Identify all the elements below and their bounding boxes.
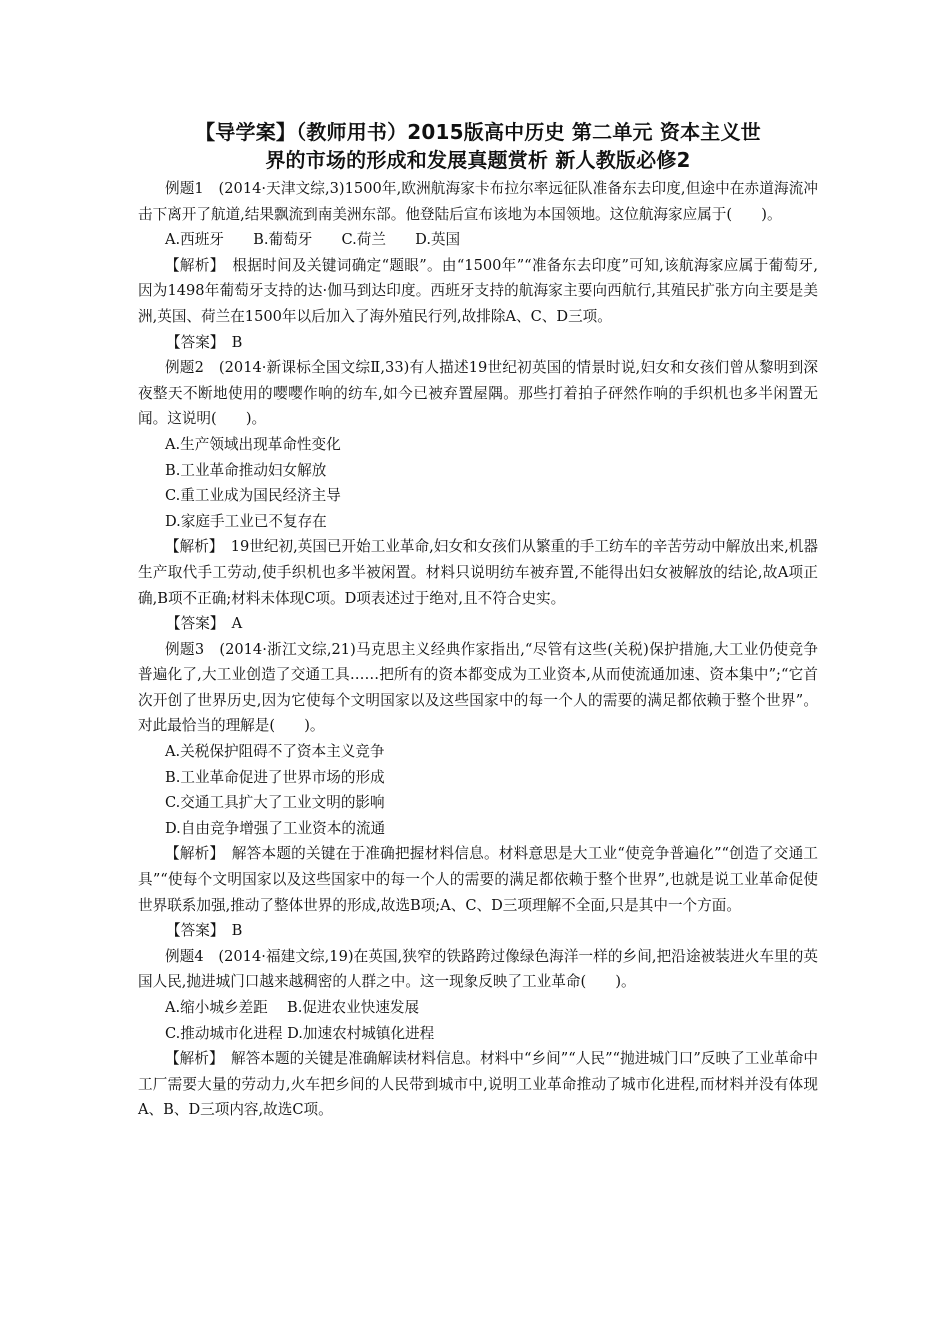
question-option: B.工业革命推动妇女解放 — [165, 461, 327, 479]
question-stem: 例题4 (2014·福建文综,19)在英国,狭窄的铁路跨过像绿色海洋一样的乡间,把沿途被装进火车里的英国人民,抛进城门口越来越稠密的人群之中。这一现象反映了工业革命( )。 — [138, 947, 818, 991]
question-stem: 例题3 (2014·浙江文综,21)马克思主义经典作家指出,“尽管有这些(关税)保护措施,大工业仍使竞争普遍化了,大工业创造了交通工具……把所有的资本都变成为工业资本,从而使流通加速、资本集中”;“它首次开创了世界历史,因为它使每个文明国家以及这些国家中的每一个人的需要的满足都依赖于整个世界”。对此最恰当的理解是( )。 — [138, 640, 818, 735]
question-stem: 例题1 (2014·天津文综,3)1500年,欧洲航海家卡布拉尔率远征队准备东去印度,但途中在赤道海流冲击下离开了航道,结果飘流到南美洲东部。他登陆后宣布该地为本国领地。这位航海家应属于( )。 — [138, 180, 818, 223]
question-option: B.工业革命促进了世界市场的形成 — [165, 768, 385, 786]
question-option: A.生产领域出现革命性变化 — [165, 435, 341, 453]
question-option: A.缩小城乡差距 B.促进农业快速发展 — [165, 999, 420, 1016]
question-1 — [138, 176, 818, 355]
question-option: C.重工业成为国民经济主导 — [165, 487, 341, 505]
title-line-1: 【导学案】（教师用书）2015版高中历史 第二单元 资本主义世 — [195, 120, 761, 144]
question-analysis: 【解析】 解答本题的关键是准确解读材料信息。材料中“乡间”“人民”“抛进城门口”反映了工业革命中工厂需要大量的劳动力,火车把乡间的人民带到城市中,说明工业革命推动了城市化进程,而材料并没有体现A、B、D三项内容,故选C项。 — [138, 1050, 818, 1119]
question-stem: 例题2 (2014·新课标全国文综Ⅱ,33)有人描述19世纪初英国的情景时说,妇女和女孩们曾从黎明到深夜整天不断地使用的嘤嘤作响的纺车,如今已被弃置屋隅。那些打着拍子砰然作响的手织机也多半闲置无闻。这说明( )。 — [138, 359, 818, 428]
question-3 — [138, 637, 818, 944]
question-analysis: 【解析】 19世纪初,英国已开始工业革命,妇女和女孩们从繁重的手工纺车的辛苦劳动中解放出来,机器生产取代手工劳动,使手织机也多半被闲置。材料只说明纺车被弃置,不能得出妇女被解放的结论,故A项正确,B项不正确;材料未体现C项。D项表述过于绝对,且不符合史实。 — [138, 538, 818, 607]
question-option: C.交通工具扩大了工业文明的影响 — [165, 794, 385, 812]
document-page — [138, 118, 818, 1123]
question-option: A.关税保护阻碍不了资本主义竞争 — [165, 743, 385, 761]
question-option: D.家庭手工业已不复存在 — [165, 512, 327, 530]
question-analysis: 【解析】 解答本题的关键在于准确把握材料信息。材料意思是大工业“使竞争普遍化”“创造了交通工具”“使每个文明国家以及这些国家中的每一个人的需要的满足都依赖于整个世界”,也就是说工业革命促使世界联系加强,推动了整体世界的形成,故选B项;A、C、D三项理解不全面,只是其中一个方面。 — [138, 845, 818, 914]
question-option: A.西班牙 B.葡萄牙 C.荷兰 D.英国 — [165, 231, 461, 249]
question-answer: 【答案】 B — [166, 922, 243, 940]
question-4 — [138, 944, 818, 1123]
document-title — [138, 118, 818, 174]
question-answer: 【答案】 B — [166, 333, 243, 351]
question-option: D.自由竞争增强了工业资本的流通 — [165, 819, 386, 837]
question-2 — [138, 355, 818, 637]
question-answer: 【答案】 A — [166, 615, 243, 633]
question-option: C.推动城市化进程 D.加速农村城镇化进程 — [165, 1024, 435, 1042]
question-analysis: 【解析】 根据时间及关键词确定“题眼”。由“1500年”“准备东去印度”可知,该航海家应属于葡萄牙,因为1498年葡萄牙支持的达·伽马到达印度。西班牙支持的航海家主要向西航行,其殖民扩张方向主要是美洲,英国、荷兰在1500年以后加入了海外殖民行列,故排除A、C、D三项。 — [138, 256, 818, 325]
title-line-2: 界的市场的形成和发展真题赏析 新人教版必修2 — [265, 148, 691, 172]
